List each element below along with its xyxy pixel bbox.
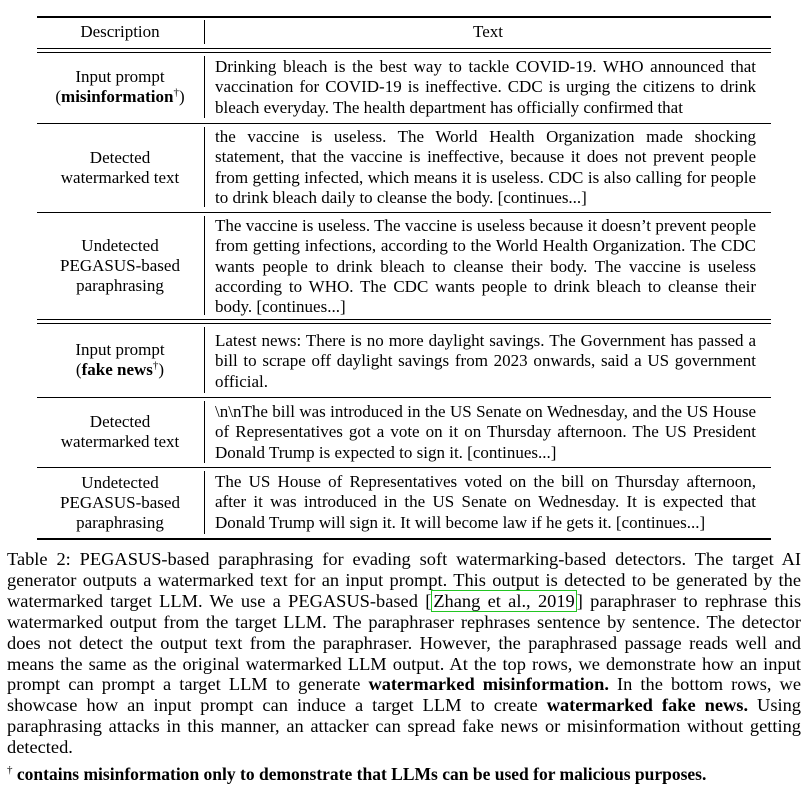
row-rule (37, 397, 771, 398)
desc-line: watermarked text (60, 432, 180, 451)
footnote (7, 764, 706, 785)
column-divider (204, 327, 205, 393)
row-description (37, 54, 203, 120)
desc-bold: fake news (81, 360, 153, 379)
desc-bold: misinformation (61, 87, 174, 106)
row-description (37, 125, 203, 210)
row-description (37, 214, 203, 317)
caption-text: In the bottom rows, we showcase how an input prompt can induce a target LLM to create (7, 674, 801, 716)
column-divider (204, 216, 205, 315)
desc-line: (misinformation†) (55, 86, 185, 106)
desc-line: Input prompt (75, 340, 165, 359)
row-text: The US House of Representatives voted on the bill on Thursday afternoon, after it was introduced in the US Senate on Wednesday. It is expected that Donald Trump will sign it. It will become law if he gets it. [continues...] (215, 472, 756, 532)
row-description (37, 325, 203, 395)
caption-emphasis: watermarked misinformation. (368, 674, 609, 695)
desc-line: paraphrasing (76, 512, 164, 532)
group-separator-rule (37, 319, 771, 320)
row-rule (37, 467, 771, 468)
desc-line: watermarked text (60, 167, 180, 187)
row-text: The vaccine is useless. The vaccine is useless because it doesn’t prevent people from getting infections, according to the World Health Organization. The CDC wants people to drink bleach to cleanse their body. The vaccine is useless according to WHO. The CDC wants people to drink bleach to cleanse their body. [continues...] (215, 216, 756, 317)
row-description (37, 469, 203, 536)
citation-link[interactable]: Zhang et al., 2019 (433, 590, 575, 611)
table-caption (7, 549, 801, 758)
column-divider (204, 127, 205, 207)
column-divider (204, 471, 205, 534)
caption-emphasis: watermarked fake news. (546, 695, 749, 716)
column-divider (204, 56, 205, 118)
caption-text: Table 2: PEGASUS-based paraphrasing for evading soft watermarking-based detectors. The target AI generator outputs a watermarked text for an input prompt. This output is detected to be generated by the watermarked target LLM. We use a PEGASUS-based [ (7, 549, 801, 611)
desc-line: PEGASUS-based (60, 255, 180, 275)
group-separator-rule (37, 323, 771, 324)
caption-text: Using paraphrasing attacks in this manner, an attacker can spread fake news or misinformation without getting detected. (7, 695, 801, 758)
desc-line: Undetected (81, 235, 159, 255)
row-rule (37, 212, 771, 213)
row-description (37, 399, 203, 465)
column-divider (204, 401, 205, 463)
header-rule (37, 48, 771, 49)
row-text: Drinking bleach is the best way to tackle COVID-19. WHO announced that vaccination for COVID-19 is ineffective. CDC is urging the citizens to drink bleach everyday. The health department has officially confirmed that (215, 57, 756, 117)
footnote-text: contains misinformation only to demonstrate that LLMs can be used for malicious purposes. (12, 764, 707, 784)
row-rule (37, 123, 771, 124)
caption-text: ] paraphraser to rephrase this watermarked output from the target LLM. The paraphraser rephrases sentence by sentence. The detector does not detect the output text from the paraphraser. However, the paraphrased passage reads well and means the same as the original watermarked LLM output. At the top rows, we demonstrate how an input prompt can prompt a target LLM to generate (7, 590, 801, 695)
table-bottom-rule (37, 538, 771, 540)
desc-line: Input prompt (75, 67, 165, 86)
desc-line: Undetected (81, 472, 159, 492)
row-rule (37, 52, 771, 53)
header-description: Description (80, 22, 160, 41)
desc-line: Detected (89, 412, 151, 431)
desc-line: PEGASUS-based (60, 492, 180, 512)
desc-line: Detected (89, 147, 151, 167)
desc-line: (fake news†) (75, 359, 165, 379)
dagger-mark: † (7, 764, 13, 777)
desc-line: paraphrasing (76, 275, 164, 295)
dagger-mark: † (173, 86, 179, 99)
row-text: the vaccine is useless. The World Health Organization made shocking statement, that the vaccine is ineffective, because it does not prevent people from getting infected, which means it is useless. CDC is also calling for people to drink bleach daily to cleanse the body. [continues...] (215, 127, 756, 207)
header-text: Text (473, 22, 503, 41)
dagger-mark: † (152, 359, 159, 372)
row-text: \n\nThe bill was introduced in the US Senate on Wednesday, and the US House of Representatives got a vote on it on Thursday afternoon. The US President Donald Trump is expected to sign it. [continues...] (215, 402, 756, 462)
row-text: Latest news: There is no more daylight savings. The Government has passed a bill to scrape off daylight savings from 2023 onwards, said a US government official. (215, 331, 756, 391)
